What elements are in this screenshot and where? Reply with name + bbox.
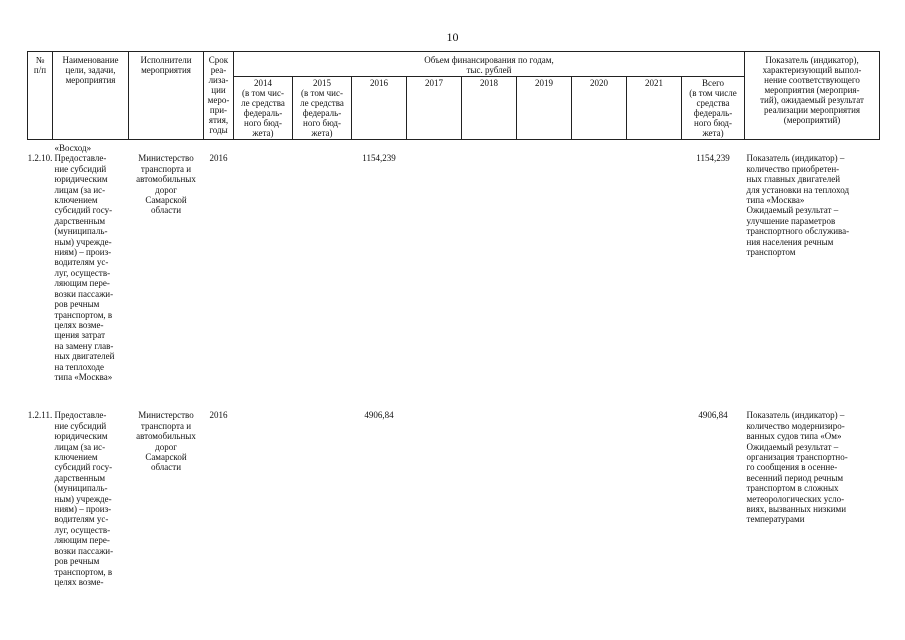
row-performer: Министерство транспорта и автомобильных дорог Самарской области <box>136 410 196 473</box>
row-2021 <box>627 402 682 587</box>
continuation-row <box>28 140 880 154</box>
header-name: Наименование цели, задачи, мероприятия <box>53 52 129 140</box>
row-2020 <box>572 153 627 402</box>
row-2014 <box>234 153 293 402</box>
row-name: Предоставле- ние субсидий юридическим лицам (за ис- ключением субсидий госу- дарственным (муниципаль- ным) учрежде- ниям) – произ- водителям ус- луг, осуществ- ляющим пере- возки пассажи- ров речным транспортом, в целях возме- <box>54 410 114 587</box>
header-term: Срок реа- лиза- ции меро- при- ятия, годы <box>204 52 234 140</box>
row-indicator: Показатель (индикатор) – количество приобретен- ных главных двигателей для установки на теплоход типа «Москва» Ожидаемый результат – улучшение параметров транспортного обслужива- ния населения речным транспортом <box>746 153 850 258</box>
header-year-2014: 2014 (в том чис- ле средства федераль- ного бюд- жета) <box>234 77 293 140</box>
row-name: Предоставле- ние субсидий юридическим лицам (за ис- ключением субсидий госу- дарственным (муниципаль- ным) учрежде- ниям) – произ- водителям ус- луг, осуществ- ляющим пере- возки пассажи- ров речным транспортом, в целях возме- щения затрат на замену глав- ных двигателей на теплоходе типа «Москва» <box>54 153 115 382</box>
row-2019 <box>517 153 572 402</box>
header-row <box>28 52 880 77</box>
row-term: 2016 <box>209 153 228 164</box>
header-year-2015: 2015 (в том чис- ле средства федераль- ного бюд- жета) <box>293 77 352 140</box>
header-total: Всего (в том числе средства федераль- ного бюд- жета) <box>682 77 745 140</box>
row-total: 4906,84 <box>698 410 728 421</box>
row-2018 <box>462 153 517 402</box>
row-2015 <box>293 402 352 587</box>
row-2014 <box>234 402 293 587</box>
header-year-2016: 2016 <box>352 77 407 140</box>
row-indicator: Показатель (индикатор) – количество модернизиро- ванных судов типа «Ом» Ожидаемый результат – организация транспортно- го сообщения в осенне- весенний период речным транспортом в сложных метеорологических усло- виях, вызванных низкими температурами <box>746 410 848 525</box>
row-number: 1.2.10. <box>27 153 53 164</box>
row-2018 <box>462 402 517 587</box>
page-number: 10 <box>446 30 459 44</box>
row-2017 <box>407 153 462 402</box>
header-num: № п/п <box>28 52 53 140</box>
continuation-text: «Восход» <box>54 143 92 153</box>
header-performers: Исполнители мероприятия <box>129 52 204 140</box>
row-2016: 4906,84 <box>364 410 394 421</box>
table-row <box>28 153 880 402</box>
row-2015 <box>293 153 352 402</box>
row-2019 <box>517 402 572 587</box>
row-number: 1.2.11. <box>27 410 53 421</box>
row-2017 <box>407 402 462 587</box>
header-year-2019: 2019 <box>517 77 572 140</box>
row-performer: Министерство транспорта и автомобильных дорог Самарской области <box>136 153 196 216</box>
financing-table <box>27 51 880 587</box>
header-year-2020: 2020 <box>572 77 627 140</box>
header-indicator: Показатель (индикатор), характеризующий выпол- нение соответствующего мероприятия (мероприя- тий), ожидаемый результат реализации мероприятия (мероприятий) <box>745 52 880 140</box>
row-term: 2016 <box>209 410 228 421</box>
header-year-2017: 2017 <box>407 77 462 140</box>
row-total: 1154,239 <box>696 153 730 164</box>
row-2020 <box>572 402 627 587</box>
header-funding: Объем финансирования по годам, тыс. рублей <box>234 52 745 77</box>
table-row <box>28 402 880 587</box>
row-2021 <box>627 153 682 402</box>
header-year-2018: 2018 <box>462 77 517 140</box>
header-year-2021: 2021 <box>627 77 682 140</box>
row-2016: 1154,239 <box>362 153 396 164</box>
